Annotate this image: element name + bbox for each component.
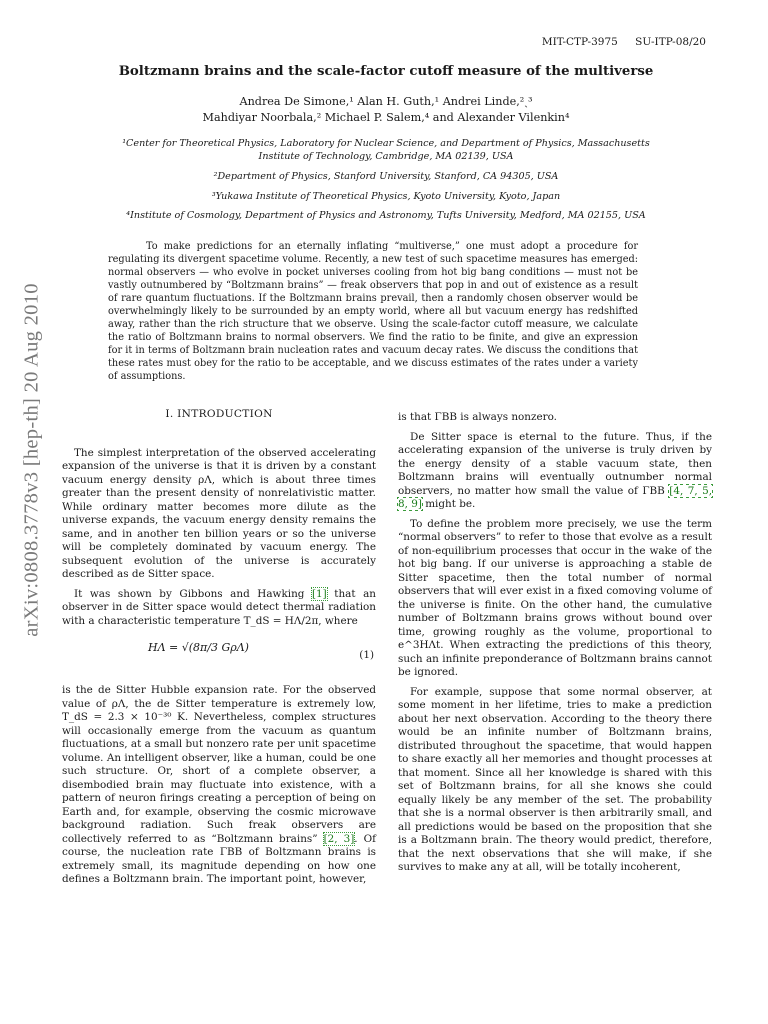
affiliation-3: ³Yukawa Institute of Theoretical Physics, Kyoto University, Kyoto, Japan (211, 191, 561, 202)
authors-line-1: Andrea De Simone,¹ Alan H. Guth,¹ Andrei Linde,²ˎ³ (239, 95, 533, 108)
paragraph (398, 431, 712, 512)
text-run: It was shown by Gibbons and Hawking (74, 587, 312, 600)
authors-line-2: Mahdiyar Noorbala,² Michael P. Salem,⁴ and Alexander Vilenkin⁴ (202, 111, 570, 124)
left-column (62, 408, 376, 887)
author-list (80, 94, 692, 126)
preprint-numbers: MIT-CTP-3975 SU-ITP-08/20 (541, 36, 706, 48)
equation-body: HΛ = √(8π/3 GρΛ) (148, 641, 249, 654)
citation-link[interactable]: [1] (312, 587, 327, 600)
abstract: To make predictions for an eternally inflating “multiverse,” one must adopt a procedure for regulating its divergent spacetime volume. Recently, a new test of such spacetime measures has emerged: normal observers — who evolve in pocket universes cooling from hot big bang conditions — must not be vastly outnumbered by “Boltzmann brains” — freak observers that pop in and out of existence as a result of rare quantum fluctuations. If the Boltzmann brains prevail, then a randomly chosen observer would be overwhelmingly likely to be surrounded by an empty world, where all but vacuum energy has redshifted away, rather than the rich structure that we observe. Using the scale-factor cutoff measure, we calculate the ratio of Boltzmann brains to normal observers. We find the ratio to be finite, and give an expression for it in terms of Boltzmann brain nucleation rates and vacuum decay rates. We discuss the conditions that these rates must obey for the ratio to be acceptable, and we discuss estimates of the rates under a variety of assumptions. (108, 241, 638, 383)
text-run: . Of course, the nucleation rate ΓBB of Boltzmann brains is extremely small, its magnitude depending on how one defines a Boltzmann brain. The important point, however, (62, 832, 376, 885)
citation-link[interactable]: [4, 7, 5, 8, 9] (398, 484, 712, 510)
right-column (398, 411, 712, 875)
equation-1 (62, 635, 376, 677)
paper-title: Boltzmann brains and the scale-factor cutoff measure of the multiverse (118, 64, 654, 79)
paragraph: For example, suppose that some normal observer, at some moment in her lifetime, tries to make a prediction about her next observation. According to the theory there would be an infinite number of Boltzmann brains, distributed throughout the spacetime, that would happen to share exactly all her memories and thought processes at that moment. Since all her knowledge is shared with this set of Boltzmann brains, for all she knows she could equally likely be any member of the set. The probability that she is a normal observer is then arbitrarily small, and all predictions would be based on the proposition that she is a Boltzmann brain. The theory would predict, therefore, that the next observations that she will make, if she survives to make any at all, will be totally incoherent, (398, 685, 712, 873)
affiliation-1: ¹Center for Theoretical Physics, Laboratory for Nuclear Science, and Department of Physics, Massachusetts Institute of Technology, Cambridge, MA 02139, USA (122, 138, 650, 162)
equation-number: (1) (359, 649, 374, 661)
section-heading: I. INTRODUCTION (165, 408, 273, 420)
citation-link[interactable]: [2, 3] (323, 832, 355, 845)
text-run: might be. (421, 498, 476, 510)
paragraph: The simplest interpretation of the observed accelerating expansion of the universe is that it is driven by a constant vacuum energy density ρΛ, which is about three times greater than the present density of nonrelativistic matter. While ordinary matter becomes more dilute as the universe expands, the vacuum energy density remains the same, and in another ten billion years or so the universe will be completely dominated by vacuum energy. The subsequent evolution of the universe is accurately described as de Sitter space. (62, 446, 376, 580)
text-run: is the de Sitter Hubble expansion rate. For the observed value of ρΛ, the de Sitter temperature is extremely low, T_dS = 2.3 × 10⁻³⁰ K. Nevertheless, complex structures will occasionally emerge from the vacuum as quantum fluctuations, at a small but nonzero rate per unit spacetime volume. An intelligent observer, like a human, could be one such structure. Or, short of a complete observer, a disembodied brain may fluctuate into existence, with a pattern of neuron firings creating a perception of being on Earth and, for example, observing the cosmic microwave background radiation. Such freak observers are collectively referred to as “Boltzmann brains” (62, 684, 376, 845)
paragraph (62, 684, 376, 887)
affiliation-2: ²Department of Physics, Stanford University, Stanford, CA 94305, USA (213, 171, 559, 182)
paragraph: To define the problem more precisely, we use the term “normal observers” to refer to those that evolve as a result of non-equilibrium processes that occur in the wake of the hot big bang. If our universe is approaching a stable de Sitter spacetime, then the total number of normal observers that will ever exist in a fixed comoving volume of the universe is finite. On the other hand, the cumulative number of Boltzmann brains grows without bound over time, growing roughly as the volume, proportional to e^3HΛt. When extracting the predictions of this theory, such an infinite preponderance of Boltzmann brains cannot be ignored. (398, 517, 712, 678)
text-run: De Sitter space is eternal to the future. Thus, if the accelerating expansion of the universe is truly driven by the energy density of a stable vacuum state, then Boltzmann brains will eventually outnumber normal observers, no matter how small the value of ΓBB (398, 430, 712, 497)
affiliation-4: ⁴Institute of Cosmology, Department of Physics and Astronomy, Tufts University, Medford, MA 02155, USA (126, 210, 646, 221)
text-run: that an observer in de Sitter space would detect thermal radiation with a characteristic temperature T_dS = HΛ/2π, where (62, 587, 376, 627)
paragraph: is that ΓBB is always nonzero. (398, 411, 557, 423)
arxiv-stamp-text: arXiv:0808.3778v3 [hep-th] 20 Aug 2010 (20, 283, 43, 637)
arxiv-identifier-stamp[interactable] (17, 240, 47, 680)
paragraph (62, 588, 376, 629)
